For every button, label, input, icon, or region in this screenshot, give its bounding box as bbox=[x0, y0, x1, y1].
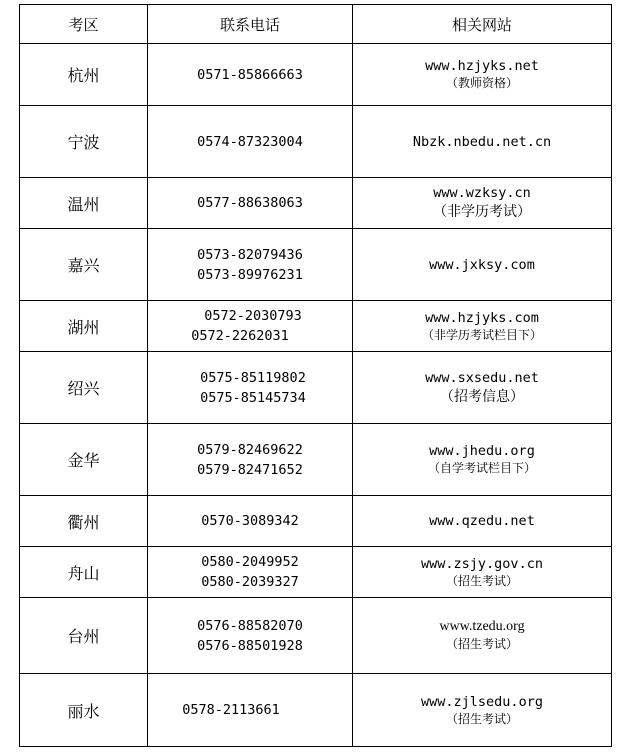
website-note: （招生考试） bbox=[445, 711, 518, 726]
website-note: （招考信息） bbox=[440, 388, 524, 405]
phone-cell bbox=[148, 178, 353, 229]
phone-number: 0570-3089342 bbox=[201, 513, 299, 529]
table-header-row bbox=[20, 5, 612, 44]
website-cell bbox=[353, 674, 612, 747]
website-link[interactable]: www.qzedu.net bbox=[429, 513, 535, 529]
website-cell bbox=[353, 178, 612, 229]
website-cell bbox=[353, 229, 612, 301]
website-link[interactable]: www.zsjy.gov.cn bbox=[421, 555, 543, 572]
phone-number: 0579-82471652 bbox=[197, 461, 303, 478]
phone-number: 0575-85145734 bbox=[200, 389, 306, 406]
website-note: （自学考试栏目下） bbox=[427, 461, 536, 475]
phone-cell bbox=[148, 496, 353, 547]
website-cell bbox=[353, 547, 612, 598]
phone-number: 0576-88582070 bbox=[197, 617, 303, 634]
website-note: （招生考试） bbox=[445, 573, 518, 588]
website-cell bbox=[353, 301, 612, 352]
website-link[interactable]: www.jxksy.com bbox=[429, 256, 535, 273]
phone-cell bbox=[148, 106, 353, 178]
phone-number: 0575-85119802 bbox=[200, 369, 306, 386]
header-phone: 联系电话 bbox=[148, 5, 353, 44]
phone-number: 0576-88501928 bbox=[197, 637, 303, 654]
table-row bbox=[20, 424, 612, 496]
website-link[interactable]: www.zjlsedu.org bbox=[421, 693, 543, 710]
phone-cell bbox=[148, 229, 353, 301]
website-note: （招生考试） bbox=[445, 637, 518, 651]
phone-number: 0574-87323004 bbox=[197, 133, 303, 150]
region-cell: 宁波 bbox=[20, 106, 148, 178]
region-cell: 丽水 bbox=[20, 674, 148, 747]
region-cell: 绍兴 bbox=[20, 352, 148, 424]
exam-contact-table bbox=[19, 4, 612, 747]
region-cell: 舟山 bbox=[20, 547, 148, 598]
phone-cell bbox=[148, 44, 353, 106]
region-cell: 金华 bbox=[20, 424, 148, 496]
region-cell: 衢州 bbox=[20, 496, 148, 547]
phone-cell bbox=[148, 547, 353, 598]
table-row bbox=[20, 496, 612, 547]
website-cell bbox=[353, 598, 612, 674]
region-cell: 湖州 bbox=[20, 301, 148, 352]
website-cell bbox=[353, 496, 612, 547]
region-cell: 台州 bbox=[20, 598, 148, 674]
region-cell: 杭州 bbox=[20, 44, 148, 106]
website-link[interactable]: www.hzjyks.net bbox=[425, 58, 539, 74]
phone-number: 0579-82469622 bbox=[197, 441, 303, 458]
region-cell: 温州 bbox=[20, 178, 148, 229]
website-cell bbox=[353, 106, 612, 178]
website-note: （教师资格） bbox=[445, 76, 518, 90]
website-cell bbox=[353, 352, 612, 424]
phone-number: 0577-88638063 bbox=[197, 195, 303, 211]
header-website: 相关网站 bbox=[353, 5, 612, 44]
table-row bbox=[20, 229, 612, 301]
phone-number: 0572-2030793 bbox=[204, 308, 302, 324]
region-cell: 嘉兴 bbox=[20, 229, 148, 301]
website-note: （非学历考试栏目下） bbox=[421, 327, 542, 342]
website-note: （非学历考试） bbox=[433, 204, 531, 220]
table-row bbox=[20, 44, 612, 106]
table-row bbox=[20, 106, 612, 178]
table-row bbox=[20, 352, 612, 424]
table-row bbox=[20, 547, 612, 598]
website-cell bbox=[353, 44, 612, 106]
phone-cell bbox=[148, 301, 353, 352]
website-link[interactable]: www.tzedu.org bbox=[439, 619, 525, 634]
phone-cell bbox=[148, 424, 353, 496]
phone-number: 0572-2262031 bbox=[191, 328, 289, 344]
website-link[interactable]: www.jhedu.org bbox=[429, 443, 535, 459]
phone-cell bbox=[148, 352, 353, 424]
website-link[interactable]: www.wzksy.cn bbox=[433, 185, 531, 201]
header-region: 考区 bbox=[20, 5, 148, 44]
website-link[interactable]: www.sxsedu.net bbox=[425, 369, 539, 386]
phone-number: 0580-2039327 bbox=[201, 574, 299, 590]
phone-number: 0571-85866663 bbox=[197, 66, 303, 83]
table-row bbox=[20, 301, 612, 352]
phone-number: 0573-89976231 bbox=[197, 266, 303, 283]
website-link[interactable]: Nbzk.nbedu.net.cn bbox=[412, 133, 552, 150]
table-row bbox=[20, 674, 612, 747]
phone-number: 0573-82079436 bbox=[197, 246, 303, 263]
phone-cell bbox=[148, 598, 353, 674]
phone-cell bbox=[148, 674, 353, 747]
phone-number: 0578-2113661 bbox=[182, 702, 280, 718]
website-link[interactable]: www.hzjyks.com bbox=[425, 309, 539, 326]
table-row bbox=[20, 178, 612, 229]
table-row bbox=[20, 598, 612, 674]
phone-number: 0580-2049952 bbox=[201, 554, 299, 570]
website-cell bbox=[353, 424, 612, 496]
